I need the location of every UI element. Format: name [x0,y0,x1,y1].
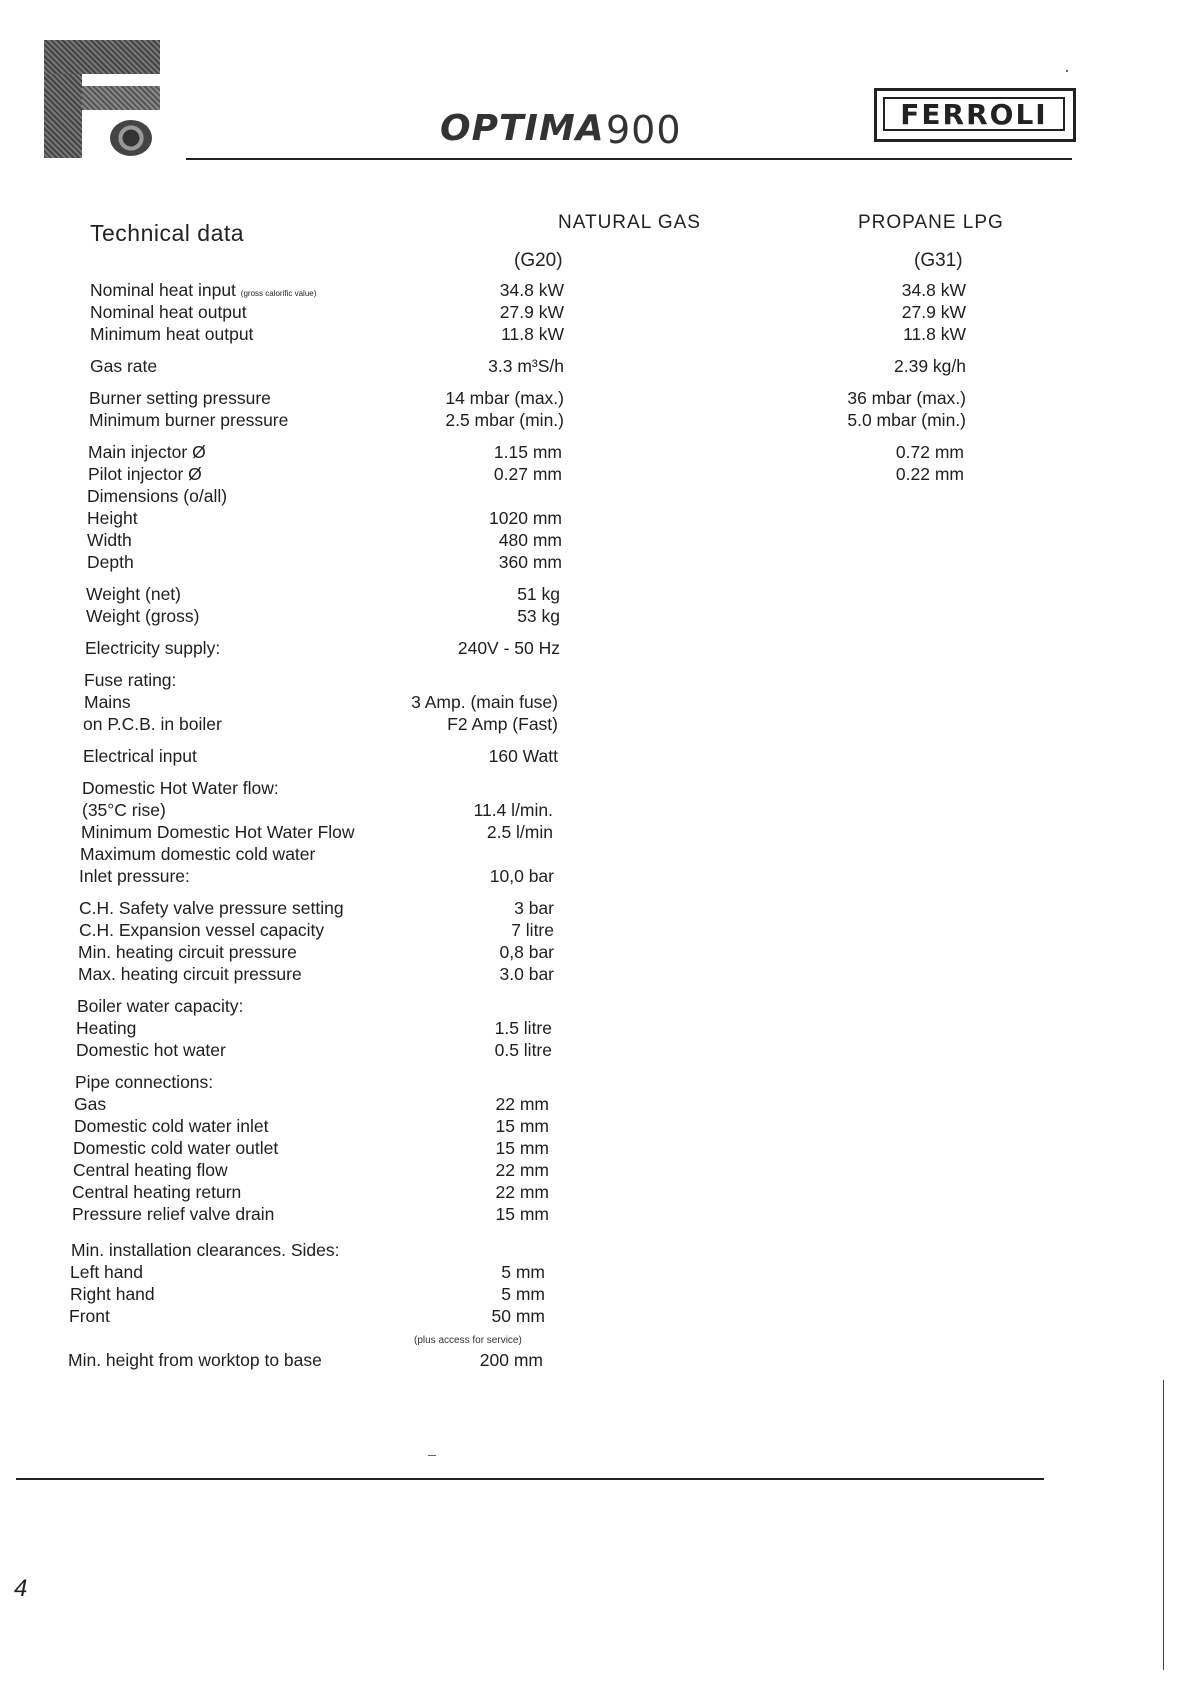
spec-label: Gas rate [90,356,158,376]
spec-value-lpg: 36 mbar (max.) [847,388,966,408]
spec-value-ng: 1020 mm [489,508,562,528]
column-heading-natural-gas: NATURAL GAS [558,212,701,233]
spec-label: Domestic Hot Water flow: [82,778,279,798]
spec-label: Inlet pressure: [79,866,190,886]
spec-label: C.H. Safety valve pressure setting [79,898,344,918]
spec-label: Domestic cold water inlet [74,1116,269,1136]
column-code-natural-gas: (G20) [514,250,563,271]
spec-label: Nominal heat input (gross calorific value) [90,280,317,300]
spec-value-ng: 22 mm [495,1160,549,1180]
spec-value-ng: 15 mm [495,1138,549,1158]
spec-value-lpg: 11.8 kW [903,324,966,344]
section-title: Technical data [90,220,245,246]
spec-label: Minimum Domestic Hot Water Flow [81,822,355,842]
spec-value-ng: 22 mm [495,1182,549,1202]
spec-label: Maximum domestic cold water [80,844,316,864]
spec-value-ng: 11.8 kW [501,324,564,344]
spec-label: Burner setting pressure [89,388,271,408]
spec-value-ng: 2.5 mbar (min.) [445,410,564,430]
spec-value-ng: 51 kg [517,584,560,604]
spec-label: Gas [74,1094,107,1114]
spec-label: Minimum burner pressure [89,410,289,430]
spec-label: on P.C.B. in boiler [83,714,222,734]
header-divider [186,158,1072,160]
spec-note: (gross calorific value) [240,289,317,298]
column-heading-propane: PROPANE LPG [858,212,1004,233]
spec-value-ng: 3 Amp. (main fuse) [411,692,558,712]
manufacturer-name: FERROLI [883,97,1065,131]
spec-value-ng: 14 mbar (max.) [445,388,564,408]
spec-label: Electrical input [83,746,197,766]
spec-value-ng: 50 mm [491,1306,545,1326]
spec-value-ng: 11.4 l/min. [473,800,553,820]
spec-value-ng: 15 mm [495,1116,549,1136]
spec-value-ng: 1.15 mm [493,442,562,462]
spec-value-ng: 3.0 bar [499,964,554,984]
model-number: 900 [606,108,682,152]
footer-divider [16,1478,1044,1480]
spec-label: Pilot injector Ø [88,464,202,484]
spec-label: Central heating flow [73,1160,228,1180]
spec-label: Domestic hot water [76,1040,226,1060]
spec-label: Main injector Ø [88,442,206,462]
spec-label: Mains [84,692,131,712]
spec-label: Domestic cold water outlet [73,1138,279,1158]
spec-label: Pressure relief valve drain [72,1204,275,1224]
spec-value-lpg: 5.0 mbar (min.) [847,410,966,430]
page-number: 4 [14,1575,28,1602]
spec-label: Dimensions (o/all) [87,486,228,506]
spec-label: Pipe connections: [75,1072,214,1092]
spec-label: Minimum heat output [90,324,254,344]
spec-label: Height [87,508,138,528]
spec-value-ng: 7 litre [511,920,554,940]
spec-label: Fuse rating: [84,670,177,690]
spec-value-ng: 3.3 m³S/h [488,356,564,376]
column-code-propane: (G31) [914,250,963,271]
spec-label: (35°C rise) [82,800,166,820]
spec-value-ng: 0.27 mm [493,464,562,484]
spec-label: Right hand [70,1284,155,1304]
spec-value-ng: 240V - 50 Hz [457,638,560,658]
spec-value-ng: 0,8 bar [499,942,554,962]
spec-label: Left hand [70,1262,143,1282]
spec-label: Nominal heat output [90,302,247,322]
ferroli-logo-icon [44,40,160,158]
spec-value-ng: 3 bar [514,898,554,918]
spec-label: Width [87,530,132,550]
spec-value-ng: 22 mm [495,1094,549,1114]
spec-value-ng: 360 mm [498,552,562,572]
scan-speck [428,1455,436,1456]
spec-label: Central heating return [72,1182,242,1202]
spec-label: Min. heating circuit pressure [78,942,297,962]
spec-label: Weight (gross) [86,606,200,626]
spec-value-ng: 10,0 bar [489,866,554,886]
spec-value-ng: 2.5 l/min [486,822,553,842]
spec-label: Depth [87,552,134,572]
spec-label: Heating [76,1018,137,1038]
spec-value-ng: 200 mm [479,1350,543,1370]
spec-value-ng: 1.5 litre [494,1018,552,1038]
spec-label: C.H. Expansion vessel capacity [79,920,325,940]
brand-wordmark: OPTIMA [440,108,605,149]
spec-value-ng: 5 mm [501,1262,545,1282]
spec-value-ng: 0.5 litre [494,1040,552,1060]
spec-value-ng: 27.9 kW [499,302,564,322]
service-access-note: (plus access for service) [414,1335,522,1346]
spec-value-lpg: 27.9 kW [901,302,966,322]
spec-label: Weight (net) [86,584,181,604]
manufacturer-logo [874,88,1076,142]
spec-label: Min. height from worktop to base [68,1350,322,1370]
spec-value-lpg: 0.22 mm [895,464,964,484]
scan-speck [1066,70,1068,72]
spec-value-ng: 480 mm [498,530,562,550]
spec-value-ng: 53 kg [517,606,560,626]
spec-label: Max. heating circuit pressure [78,964,302,984]
spec-value-lpg: 2.39 kg/h [894,356,966,376]
spec-value-lpg: 34.8 kW [901,280,966,300]
spec-label: Min. installation clearances. Sides: [71,1240,340,1260]
spec-value-ng: 160 Watt [488,746,558,766]
spec-value-lpg: 0.72 mm [895,442,964,462]
spec-label: Boiler water capacity: [77,996,244,1016]
scan-margin-line [1163,1380,1164,1670]
spec-value-ng: F2 Amp (Fast) [447,714,558,734]
spec-value-ng: 34.8 kW [499,280,564,300]
spec-label: Front [69,1306,110,1326]
spec-value-ng: 15 mm [495,1204,549,1224]
spec-label: Electricity supply: [85,638,221,658]
spec-value-ng: 5 mm [501,1284,545,1304]
